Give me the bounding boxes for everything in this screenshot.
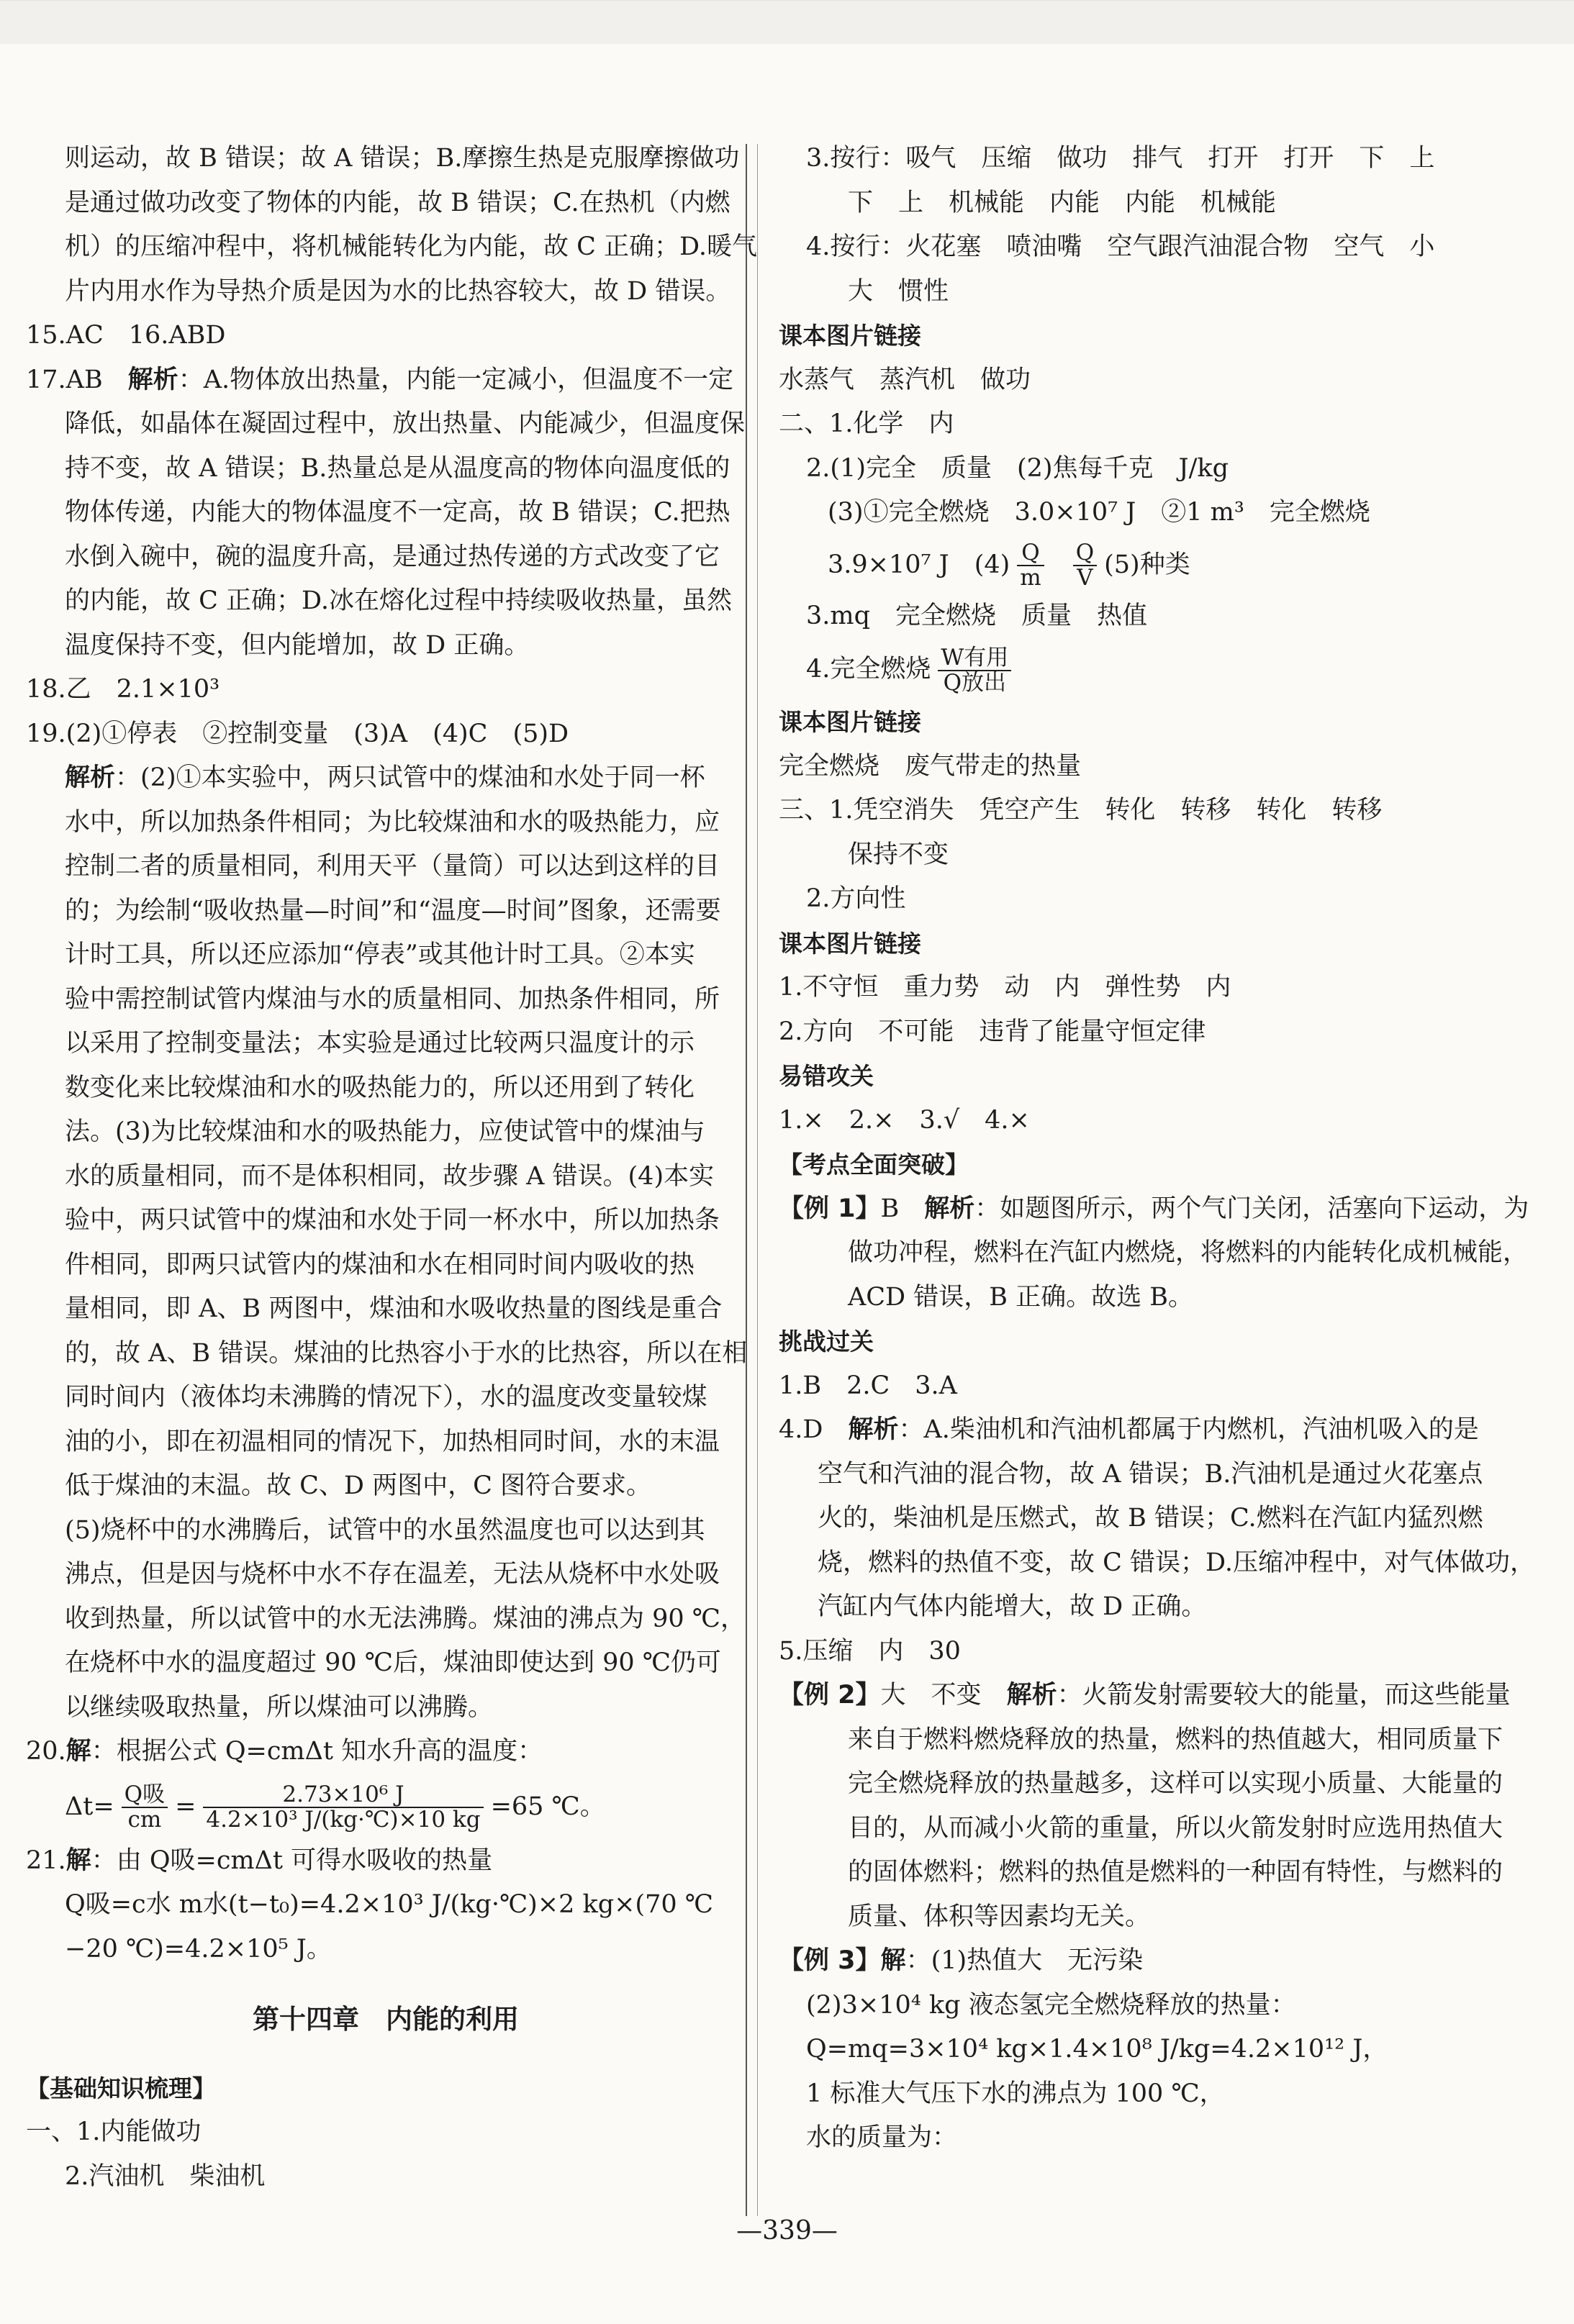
left-line: 在烧杯中水的温度超过 90 ℃后，煤油即使达到 90 ℃仍可 xyxy=(65,1648,721,1677)
r-line-11: 4.完全燃烧 $\frac{\text{W有用}}{\text{Q放出}}$ xyxy=(779,638,1549,700)
r-line-20-5: 汽缸内气体内能增大，故 D 正确。 xyxy=(818,1592,1207,1621)
example-2-line-4: 目的，从而减小火箭的重量，所以火箭发射时应选用热值大 xyxy=(848,1813,1503,1843)
r-line-20-3: 火的，柴油机是压燃式，故 B 错误；C.燃料在汽缸内猛烈燃 xyxy=(818,1504,1483,1533)
left-line: 验中需控制试管内煤油与水的质量相同、加热条件相同，所 xyxy=(65,984,720,1014)
left-column-tail xyxy=(26,1730,746,2199)
r-line-14: 保持不变 xyxy=(848,840,949,869)
r-line-7: 2.(1)完全 质量 (2)焦每千克 J/kg xyxy=(806,453,1229,483)
example-3-line-3: Q=mq=3×10⁴ kg×1.4×10⁸ J/kg=4.2×10¹² J， xyxy=(806,2035,1388,2064)
left-line: 水中，所以加热条件相同；为比较煤油和水的吸热能力，应 xyxy=(65,807,720,837)
left-line: 水倒入碗中，碗的温度升高，是通过热传递的方式改变了它 xyxy=(65,542,720,571)
r-line-17: 2.方向 不可能 违背了能量守恒定律 xyxy=(779,1017,1206,1046)
frac-q-over-m: $\frac{Q}{m}$ xyxy=(1017,541,1044,589)
r-line-6: 二、1.化学 内 xyxy=(779,409,954,438)
r-line-8: (3)①完全燃烧 3.0×10⁷ J ②1 m³ 完全燃烧 xyxy=(828,498,1370,527)
q21-line-3: −20 ℃)=4.2×10⁵ J。 xyxy=(65,1934,332,1964)
q20-fraction-1: $\frac{\text{Q吸}}{cm}$ xyxy=(122,1783,168,1831)
example-1-line-3: ACD 错误，B 正确。故选 B。 xyxy=(848,1282,1193,1312)
left-line: 持不变，故 A 错误；B.热量总是从温度高的物体向温度低的 xyxy=(65,453,731,483)
left-line: (5)烧杯中的水沸腾后，试管中的水虽然温度也可以达到其 xyxy=(65,1515,705,1545)
left-line: 18.乙 2.1×10³ xyxy=(26,675,220,704)
example-3: 【例 3】解：(1)热值大 无污染 xyxy=(779,1946,1144,1975)
left-line: 法。(3)为比较煤油和水的吸热能力，应使试管中的煤油与 xyxy=(65,1117,705,1146)
example-2-line-2: 来自于燃料燃烧释放的热量，燃料的热值越大，相同质量下 xyxy=(848,1725,1503,1754)
left-line: 物体传递，内能大的物体温度不一定高，故 B 错误；C.把热 xyxy=(65,498,731,527)
r-line-5: 水蒸气 蒸汽机 做功 xyxy=(779,365,1031,394)
left-line: 降低，如晶体在凝固过程中，放出热量、内能减少，但温度保 xyxy=(65,409,746,438)
r-line-1: 3.按行：吸气 压缩 做功 排气 打开 打开 下 上 xyxy=(806,144,1435,173)
page-number: —339— xyxy=(736,2216,838,2246)
left-line: 同时间内（液体均未沸腾的情况下），水的温度改变量较煤 xyxy=(65,1383,707,1412)
left-line: 是通过做功改变了物体的内能，故 B 错误；C.在热机（内燃 xyxy=(65,188,731,217)
example-2-line-5: 的固体燃料；燃料的热值是燃料的一种固有特性，与燃料的 xyxy=(848,1858,1503,1887)
page-top-band xyxy=(0,0,1574,44)
column-divider-left xyxy=(746,144,747,2216)
left-line: 的；为绘制“吸收热量—时间”和“温度—时间”图象，还需要 xyxy=(65,896,721,925)
r-line-2: 下 上 机械能 内能 内能 机械能 xyxy=(848,188,1277,217)
left-line: 以采用了控制变量法；本实验是通过比较两只温度计的示 xyxy=(65,1029,695,1058)
left-line: 机）的压缩冲程中，将机械能转化为内能，故 C 正确；D.暖气 xyxy=(65,232,757,261)
example-3-line-5: 水的质量为： xyxy=(806,2123,958,2152)
example-3-line-2: (2)3×10⁴ kg 液态氢完全燃烧释放的热量： xyxy=(806,1990,1296,2020)
left-line: 17.AB 解析：A.物体放出热量，内能一定减小，但温度不一定 xyxy=(26,365,734,394)
frac-efficiency: $\frac{\text{W有用}}{\text{Q放出}}$ xyxy=(938,646,1011,694)
textbook-pic-link-2: 课本图片链接 xyxy=(779,708,921,736)
basics-line-1: 一、1.内能做功 xyxy=(26,2118,202,2146)
frac-q-over-v: $\frac{Q}{V}$ xyxy=(1073,541,1097,589)
common-errors-header: 易错攻关 xyxy=(779,1062,874,1090)
column-divider-right xyxy=(757,144,758,2216)
left-line: 油的小，即在初温相同的情况下，加热相同时间，水的末温 xyxy=(65,1427,720,1456)
left-line: 片内用水作为导热介质是因为水的比热容较大，故 D 错误。 xyxy=(65,276,731,306)
example-3-line-4: 1 标准大气压下水的沸点为 100 ℃， xyxy=(806,2079,1225,2108)
left-line: 低于煤油的末温。故 C、D 两图中，C 图符合要求。 xyxy=(65,1471,651,1500)
r-line-3: 4.按行：火花塞 喷油嘴 空气跟汽油混合物 空气 小 xyxy=(806,232,1435,261)
chapter-title: 第十四章 内能的利用 xyxy=(253,2004,519,2035)
q21-line-2: Q吸=c水 m水(t−t₀)=4.2×10³ J/(kg·℃)×2 kg×(70 ℃ xyxy=(65,1890,713,1919)
left-line: 的内能，故 C 正确；D.冰在熔化过程中持续吸收热量，虽然 xyxy=(65,586,732,615)
r-line-19: 1.B 2.C 3.A xyxy=(779,1371,957,1400)
left-column xyxy=(26,137,757,1730)
left-line: 收到热量，所以试管中的水无法沸腾。煤油的沸点为 90 ℃， xyxy=(65,1604,746,1633)
left-line: 控制二者的质量相同，利用天平（量筒）可以达到这样的目 xyxy=(65,852,720,881)
textbook-pic-link-3: 课本图片链接 xyxy=(779,929,921,958)
q20-line: 20.解：根据公式 Q=cmΔt 知水升高的温度： xyxy=(26,1737,543,1766)
left-line: 19.(2)①停表 ②控制变量 (3)A (4)C (5)D xyxy=(26,719,569,748)
left-line: 则运动，故 B 错误；故 A 错误；B.摩擦生热是克服摩擦做功 xyxy=(65,144,740,173)
left-line: 数变化来比较煤油和水的吸热能力的，所以还用到了转化 xyxy=(65,1073,695,1102)
textbook-pic-link-1: 课本图片链接 xyxy=(779,322,921,350)
left-line: 15.AC 16.ABD xyxy=(26,321,226,350)
q20-equation: Δt= $\frac{\text{Q吸}}{cm}$ = $\frac{\text{2.73×10⁶ J}}{\text{4.2×10³ J/(kg·℃)×10 kg}}$ =65 ℃。 xyxy=(65,1781,605,1833)
r-line-20-4: 烧，燃料的热值不变，故 C 错误；D.压缩冲程中，对气体做功， xyxy=(818,1548,1535,1577)
challenge-header: 挑战过关 xyxy=(779,1327,874,1356)
example-1: 【例 1】B 解析：如题图所示，两个气门关闭，活塞向下运动，为 xyxy=(779,1194,1529,1223)
r-line-16: 1.不守恒 重力势 动 内 弹性势 内 xyxy=(779,973,1231,1002)
left-line: 量相同，即 A、B 两图中，煤油和水吸收热量的图线是重合 xyxy=(65,1294,723,1323)
left-line: 以继续吸取热量，所以煤油可以沸腾。 xyxy=(65,1692,494,1722)
r-line-20-2: 空气和汽油的混合物，故 A 错误；B.汽油机是通过火花塞点 xyxy=(818,1459,1483,1489)
example-2: 【例 2】大 不变 解析：火箭发射需要较大的能量，而这些能量 xyxy=(779,1681,1511,1710)
left-line: 解析：(2)①本实验中，两只试管中的煤油和水处于同一杯 xyxy=(65,763,705,792)
r-line-4: 大 惯性 xyxy=(848,276,949,306)
r-line-21: 5.压缩 内 30 xyxy=(779,1636,961,1666)
example-2-line-3: 完全燃烧释放的热量越多，这样可以实现小质量、大能量的 xyxy=(848,1769,1503,1798)
q21-line: 21.解：由 Q吸=cmΔt 可得水吸收的热量 xyxy=(26,1846,493,1875)
left-line: 件相同，即两只试管内的煤油和水在相同时间内吸收的热 xyxy=(65,1250,695,1279)
q20-fraction-2: $\frac{\text{2.73×10⁶ J}}{\text{4.2×10³ J/(kg·℃)×10 kg}}$ xyxy=(203,1783,483,1831)
basics-header: 【基础知识梳理】 xyxy=(26,2074,216,2102)
r-line-9: 3.9×10⁷ J (4) $\frac{Q}{m}$ $\frac{Q}{V}$ (5)种类 xyxy=(828,540,1190,591)
left-line: 验中，两只试管中的煤油和水处于同一杯水中，所以加热条 xyxy=(65,1206,720,1235)
left-line: 的，故 A、B 错误。煤油的比热容小于水的比热容，所以在相 xyxy=(65,1338,748,1368)
r-line-20: 4.D 解析：A.柴油机和汽油机都属于内燃机，汽油机吸入的是 xyxy=(779,1415,1479,1444)
key-points-header: 【考点全面突破】 xyxy=(779,1150,969,1179)
r-line-18: 1.× 2.× 3.√ 4.× xyxy=(779,1105,1030,1135)
left-line: 温度保持不变，但内能增加，故 D 正确。 xyxy=(65,630,530,660)
right-column xyxy=(779,137,1549,2161)
basics-line-2: 2.汽油机 柴油机 xyxy=(65,2161,266,2191)
example-2-line-6: 质量、体积等因素均无关。 xyxy=(848,1902,1151,1931)
r-line-12: 完全燃烧 废气带走的热量 xyxy=(779,751,1082,781)
r-line-15: 2.方向性 xyxy=(806,884,906,913)
example-1-line-2: 做功冲程，燃料在汽缸内燃烧，将燃料的内能转化成机械能， xyxy=(848,1238,1529,1267)
left-line: 沸点，但是因与烧杯中水不存在温差，无法从烧杯中水处吸 xyxy=(65,1560,720,1589)
r-line-10: 3.mq 完全燃烧 质量 热值 xyxy=(806,601,1147,630)
left-line: 水的质量相同，而不是体积相同，故步骤 A 错误。(4)本实 xyxy=(65,1161,715,1191)
r-line-13: 三、1.凭空消失 凭空产生 转化 转移 转化 转移 xyxy=(779,796,1383,825)
left-line: 计时工具，所以还应添加“停表”或其他计时工具。②本实 xyxy=(65,940,695,969)
